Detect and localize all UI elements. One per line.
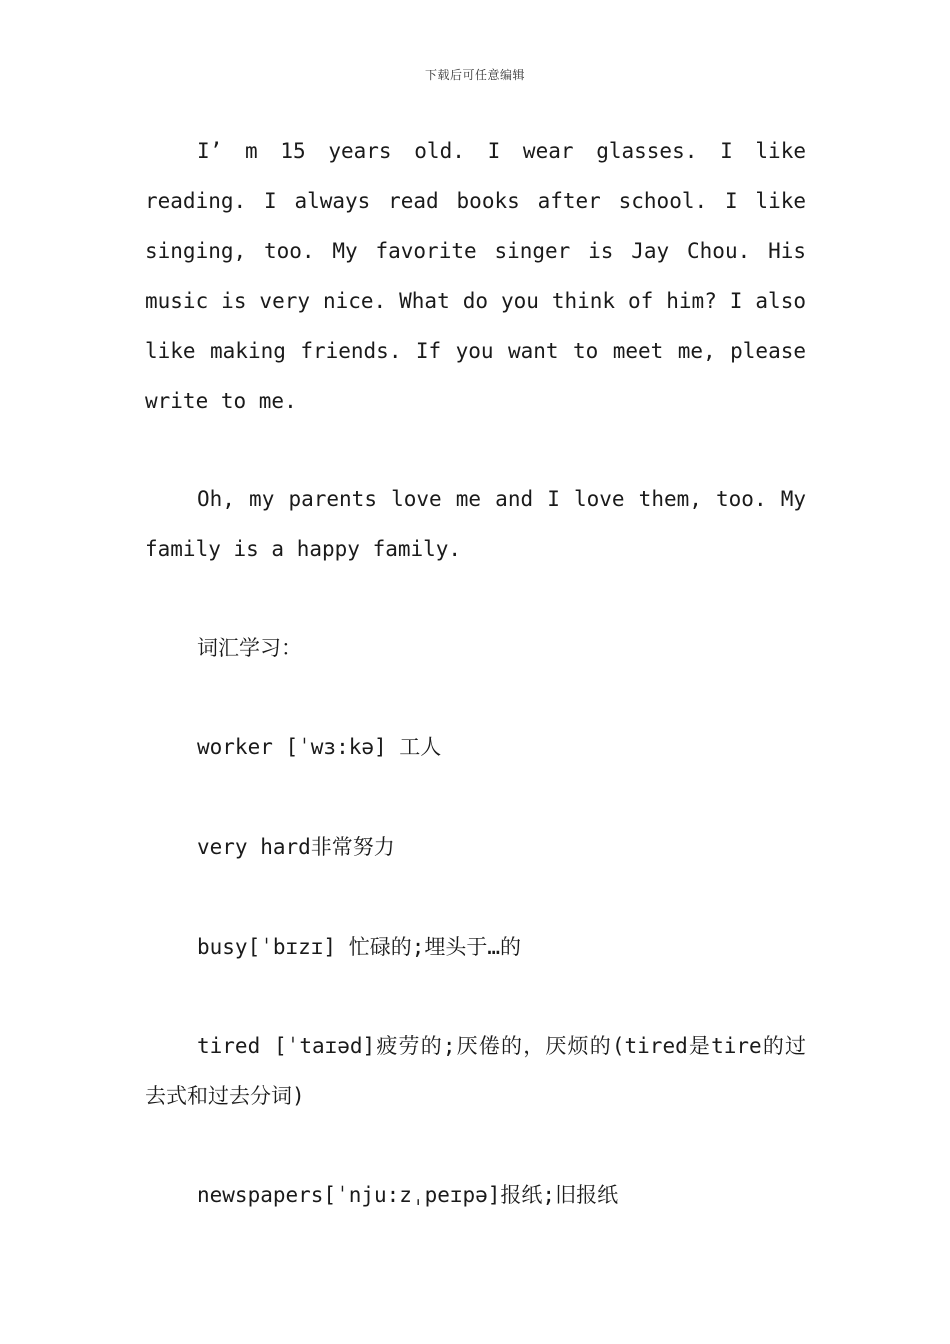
page-header-note: 下载后可任意编辑 (424, 68, 525, 82)
vocab-item-very-hard-block (145, 822, 806, 872)
vocab-item-newspapers-block (145, 1170, 806, 1220)
vocab-item-tired-block (145, 1021, 806, 1121)
vocab-item-worker: worker [ˈwɜ:kə] 工人 (197, 735, 442, 759)
vocab-item-busy-block (145, 922, 806, 972)
vocab-heading-block (145, 623, 806, 673)
vocab-item-busy: busy[ˈbɪzɪ] 忙碌的;埋头于…的 (197, 935, 522, 959)
vocab-heading: 词汇学习： (197, 636, 302, 660)
family-paragraph: Oh, my parents love me and I love them, too. My family is a happy family. (145, 487, 806, 561)
intro-paragraph: I’ m 15 years old. I wear glasses. I like reading. I always read books after school. I like singing, too. My favorite singer is Jay Chou. His music is very nice. What do you think of him? I also like making friends. If you want to meet me, please write to me. (145, 139, 806, 413)
vocab-item-tired: tired [ˈtaɪəd]疲劳的;厌倦的，厌烦的(tired是tire的过去式和过去分词) (145, 1034, 806, 1108)
intro-paragraph-block (145, 126, 806, 426)
vocab-item-newspapers: newspapers[ˈnju:zˌpeɪpə]报纸;旧报纸 (197, 1183, 619, 1207)
family-paragraph-block (145, 474, 806, 574)
vocab-item-worker-block (145, 722, 806, 772)
vocab-item-very-hard: very hard非常努力 (197, 835, 395, 859)
